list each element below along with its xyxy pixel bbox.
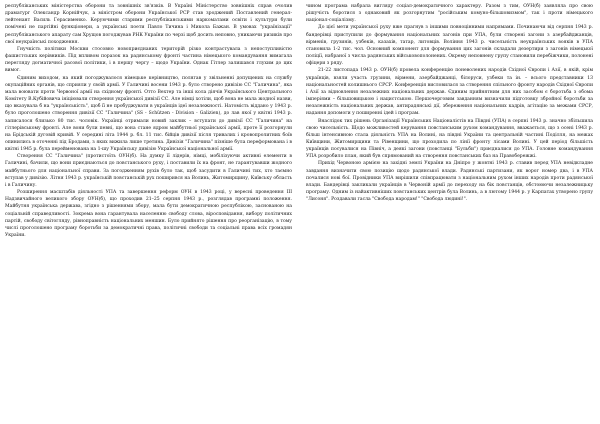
- right-paragraph-1: чином програма набрала вигляду соціал-демократичного характеру. Разом з тим, ОУН(б) заявляла про свою рішучість боротися з однаковий як розгорнутим "російським комуно-більшовизмом", так і проти німецького націонал-соціалізму.: [306, 4, 593, 24]
- right-paragraph-4: Внаслідок тих рішень Організації Українських Націоналістів на Півдні (УПА) в серпні 1943 р. значно збільшила свою чисельність. Щодо можливостей керування повстанським рухом командування, вважається, що з осені 1943 р. більш інтенсивною стала діяльність УПА на Волині, на півдні України та центральній частині Поділля, на межах Київщини, Житомирщини та Рівенщини, що проходила по лінії фронту лісами Волині. У цей період більшість українців посувалися на Північ, а деякі загони (повстанці "Бульби") приєдналися до УПА. Головне командування УПА розробило план, який був спрямований на створення повстанських баз на Правобережжі.: [306, 118, 593, 160]
- left-paragraph-3: Єдиним виходом, на який погоджувалося німецьке керівництво, полягав у звільненні допущених на службу окупаційних органів, що сприяли у своїй армії. У Галичині восени 1943 р. було створено дивізію СС "Галичина", яка мала воювати проти Червоної армії на східному фронті. Отто Вехтер та інші кола діячів Українського Центрального Комітету В.Кубійовича ініціювали створення української дивізії СС. Але німці хотіли, щоб вона не мала жодної назви, що вказувала б на "українськість", щоб її не пробуджувати в українців ідеї незалежності. Натомість віддано у 1943 р. було проголошено створення дивізії СС "Галичина" (SS - Schützen - Division - Galizien), до лав якої у квітні 1943 р. записалося близько 80 тис. чоловік. Українці отримали новий заклик – вступати до дивізії СС "Галичина" на гітлерівському фронті. Але вони були певні, що вона стане ядром майбутньої української армії, проте її розгорнули на Брідській дуговій кривій. У середині літа 1944 р. бл. 11 тис. бійців дивізії після тривалих і кровопролитних боїв опинились в оточенні під Бродами, з яких вижила лише третина. Дивізія "Галичина" пізніше була переформована і в квітні 1945 р. була перейменована на 1-шу Українську дивізію Української національної армії.: [5, 75, 292, 153]
- left-paragraph-1: республіканських міністерства оборони та зовнішніх зв'язків. В Україні Міністерство зовнішніх справ очолив драматург Олександр Корнійчук, а міністром оборони Української РСР став зроджений Поставлений генерал-лейтенант Василь Герасименко. Керуючими старими республіканськими наркоматами освіти і культури були помічені не партійні функціонери, а українські поети Павло Тичина і Микола Бажан. В умовах "українізації" республіканського апарату сам Хрущов погоджував РНК України по черзі щоб досить неповно, уникаючи ризиків про свої неукраїнські походження.: [5, 4, 292, 45]
- left-column: [5, 3, 292, 421]
- right-paragraph-2: До цієї мети української руху вже прагнув з іншими повноцінними напрямами. Починаючи від серпня 1943 р. бандерівці приступили до формування національних загонів при УПА, були створені загони з азербайджанців, вірменів, грузинів, узбеків, казахів, татар, литовців. Воління 1943 р. чисельність неукраїнських вояків в УПА становила 1-2 тис. чол. Основний компонент для формування цих загонів складали дезертири з загонів німецької поліції, набраної з числа радянських військовополонених. Окрему неповнену групу становили перебіжчики, полонені офіцери з ряду.: [306, 25, 593, 67]
- left-paragraph-4: Створення СС "Галичина" (протистоїть ОУН(б). На думку її лідерів, німці, мобілізуючи активні елементи в Галичині, бачили, що вони приєднаються до повстанського руху, і поставили їх на фронт, не гарантувавши жодного майбутнього для національної справи. За погодженням рухів було так, щоб засудити в Галичині тих, хто таємно вступав у дивізію. Літня 1943 р. українській повстанській рух поширився на Волинь, Житомирщину, Київську область і в Галичину.: [5, 154, 292, 188]
- right-column: [306, 3, 593, 421]
- right-paragraph-3: 21-22 листопада 1943 р. ОУН(б) провела конференцію поневолених народів Східної Європи і Азії, в якій, крім українців, взяли участь грузини, вірмени, азербайджанці, білоруси, узбеки та ін. – всього представники 13 національностей колишнього СРСР. Конференція висловилася за створення спільного фронту народів Східної Європи і Азії за відновлення незалежних національних держав. Єдиним прийнятним для них засобом є боротьба з обома імперіями – більшовицькою і нацистською. Першочерговим завданням визначили підготовку збройної боротьби за незалежність національних держав, антирадянські дії, збереження національних кадрів, агітацію за межами СРСР, надання допомоги у поширенні ідей і програм.: [306, 68, 593, 117]
- left-paragraph-5: Розширення масштабів діяльності УПА та завершення реформ ОУН в 1943 році, у вересні проведення III Надзвичайного великого збору ОУН(б), що проходив 21–25 серпня 1943 р., розглядав програмні положення. Майбутня українська держава, згідно з рішеннями збору, мала бути демократичною республікою, заснованою на соціальній справедливості. Зокрема вона гарантувала населенню свободу слова, віросповідання, вибору політичних партій, свободу світогляду, рівноправність національних меншин. Було прийнято рішення про реорганізацію, в тому числі проголошено програму боротьби за демократичні права, політичні свободи та соціальні права всіх громадян України.: [5, 190, 292, 238]
- left-paragraph-2: Гнучкість політики Москви стосовно новоприєднаних територій різко контрастувала з непоступливістю фашистських керівників. Під впливом поразок на радянському фронті частина німецького командування вимагала перегляду догматичної расової політики, і в першу чергу – щодо України. Однак Гітлер залишався глухим до цих вимог.: [5, 46, 292, 74]
- right-paragraph-5: Прихід Червоною армією на західні землі України на Дніпро у жовтні 1943 р. ставив перед УПА невідкладне завдання визначити свою позицію щодо радянської влади. Радянські партизани, як ворог номер два, і в УПА почалися нові бої. Провідники УПА вирішили співпрацювати з національним рухом інших народів проти радянської влади. Бандерівці закликали українців в Червоній армії до переходу на бік повстанців, обстоюючи незалежницьку програму. Одним із найактивніших повстанських центрів була Волинь, а в лютому 1944 р. у Карпатах утворено групу "Лисоня". Роздавали гасла "Свобода народам!" "Свобода людині!".: [306, 161, 593, 203]
